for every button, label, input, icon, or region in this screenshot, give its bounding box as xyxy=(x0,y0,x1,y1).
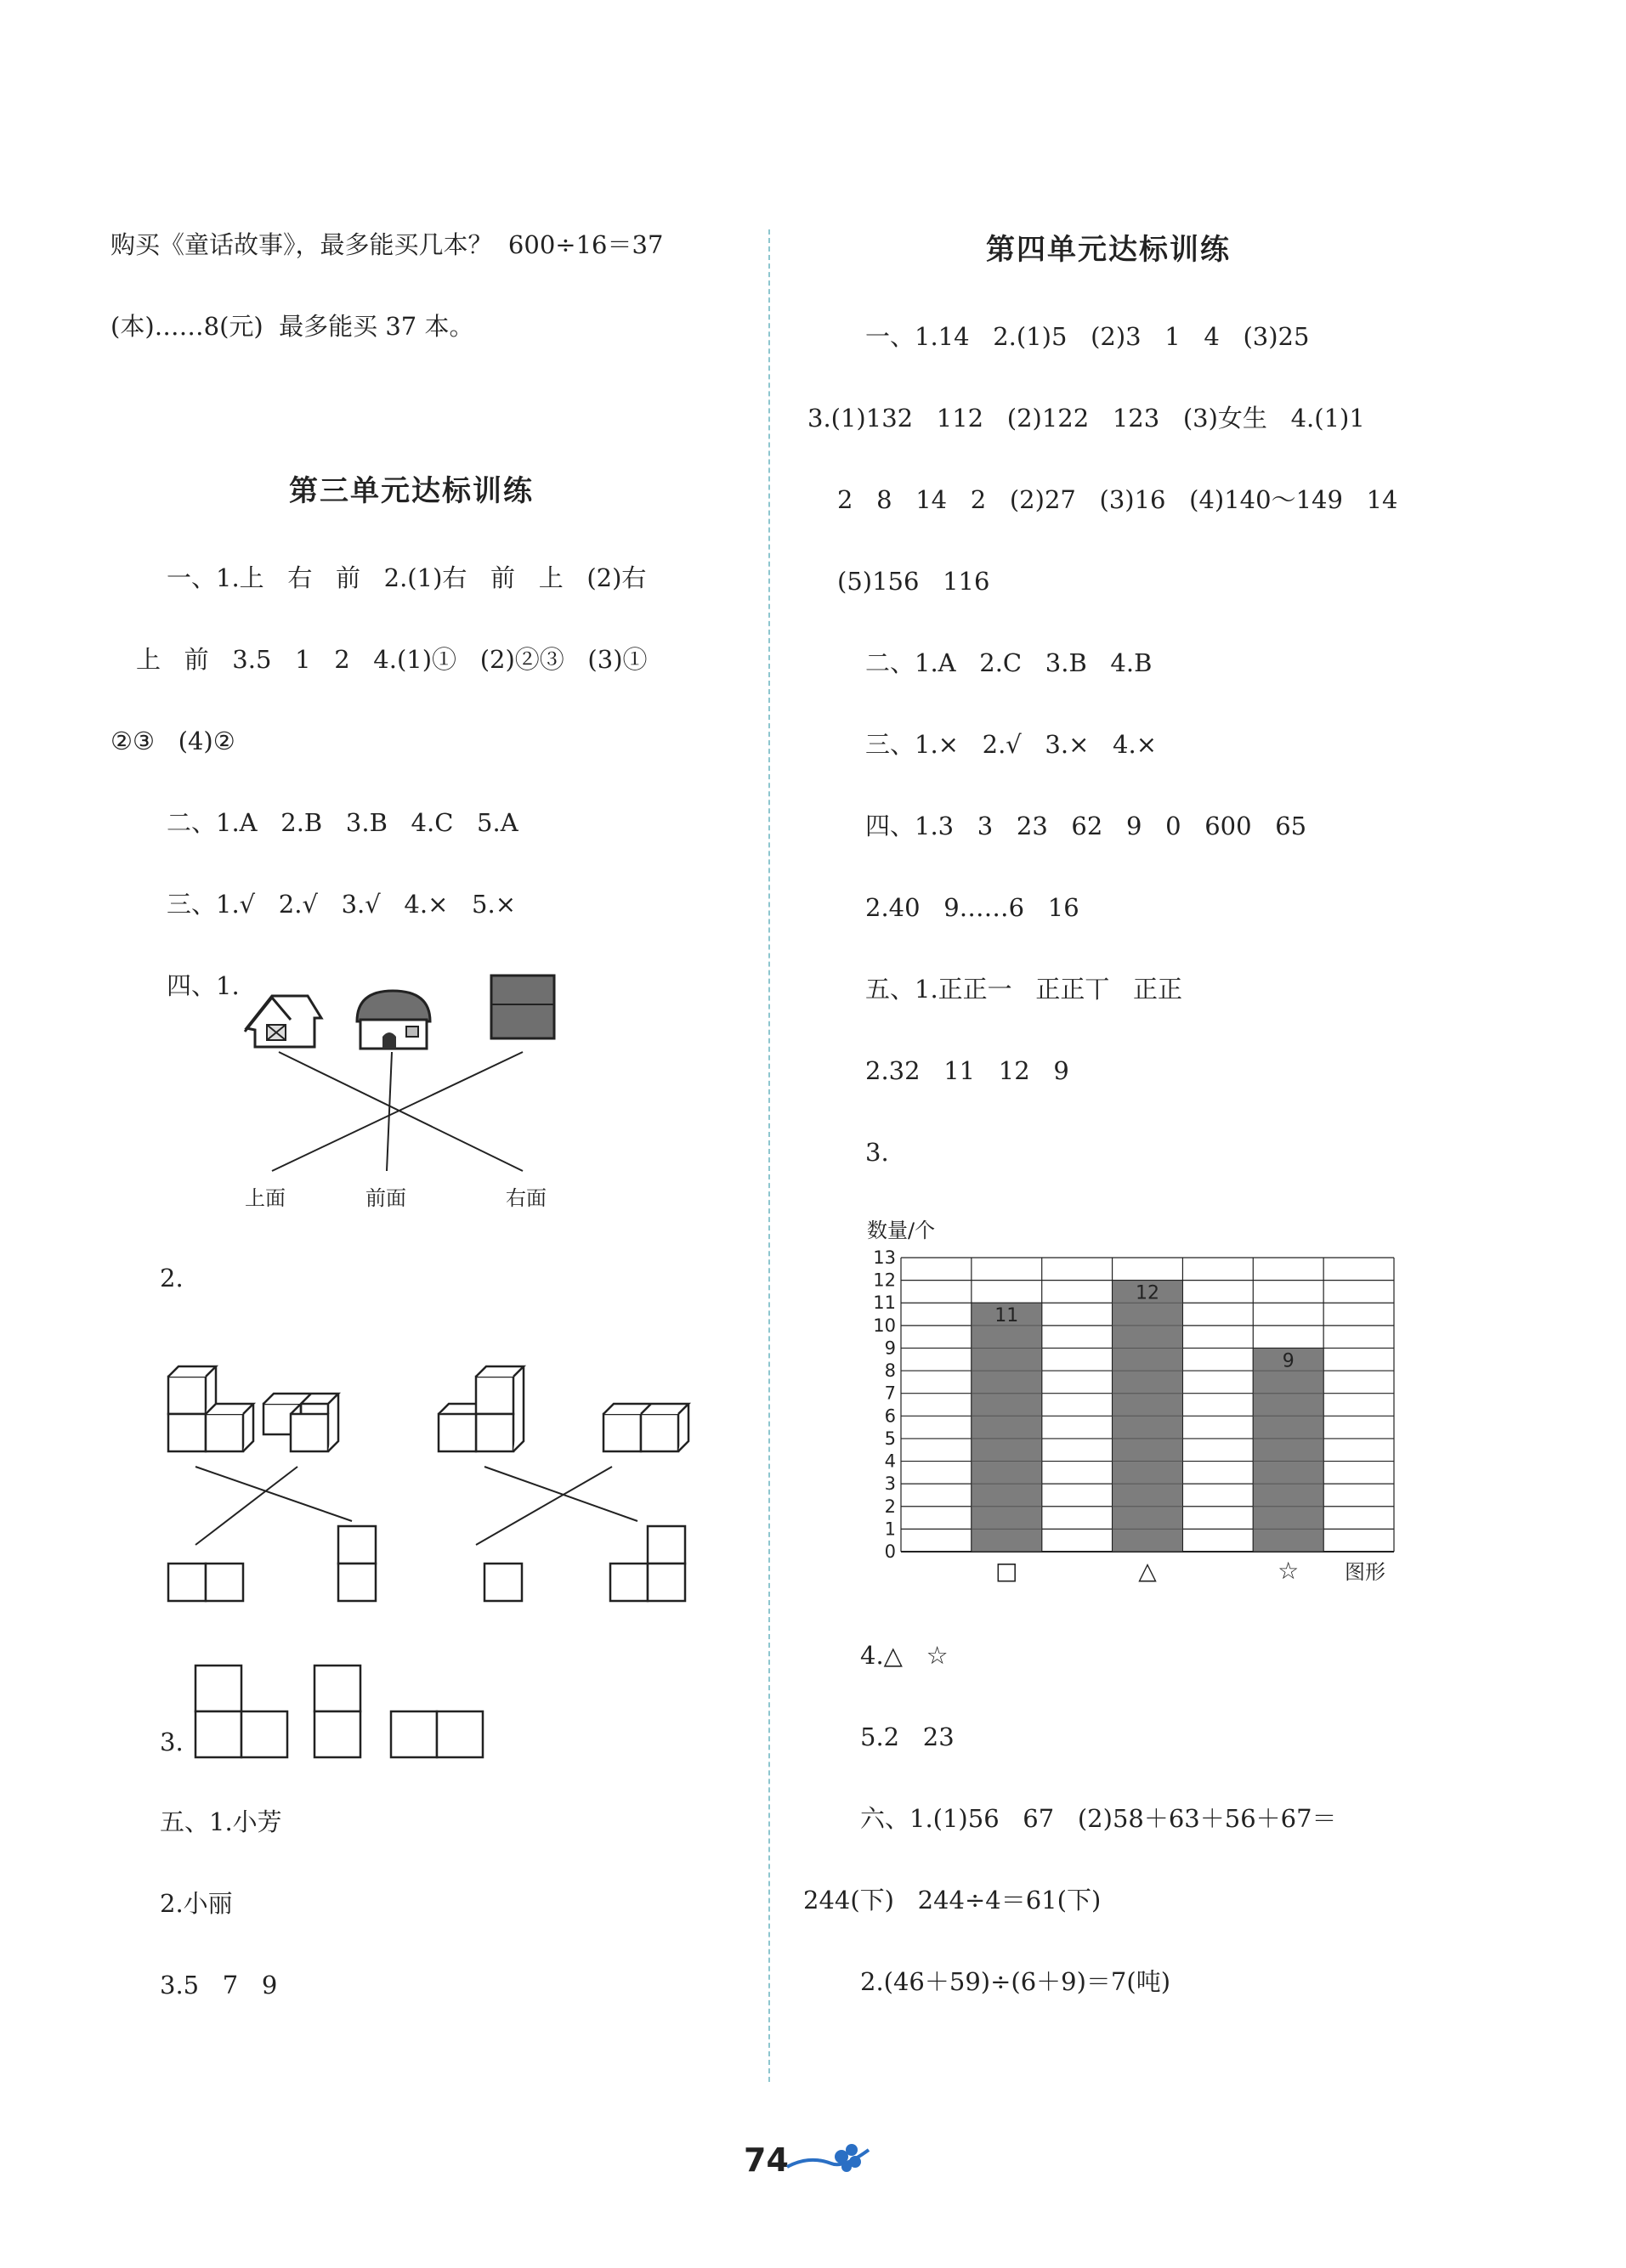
chart-y-tick-label: 0 xyxy=(884,1541,896,1562)
right-answer-line-10: 2.32 11 12 9 xyxy=(865,1056,1069,1085)
label-top-view: 上面 xyxy=(245,1186,286,1210)
right-answer-line-1: 一、1.14 2.(1)5 (2)3 1 4 (3)25 xyxy=(865,322,1310,351)
chart-y-tick-label: 12 xyxy=(873,1270,896,1291)
left-tail-line-3: 3.5 7 9 xyxy=(160,1971,278,1999)
chart-x-axis-label: 图形 xyxy=(1345,1560,1385,1584)
chart-bar xyxy=(1253,1348,1323,1552)
chart-data-label: 11 xyxy=(994,1305,1019,1327)
chart-y-tick-label: 1 xyxy=(884,1519,896,1540)
chart-y-tick-label: 6 xyxy=(884,1405,896,1427)
right-after-chart-line-1: 4.△ ☆ xyxy=(860,1641,949,1670)
page-number: 74 xyxy=(744,2141,789,2179)
right-answer-line-8: 2.40 9……6 16 xyxy=(865,893,1079,922)
left-answer-line-1: 一、1.上 右 前 2.(1)右 前 上 (2)右 xyxy=(167,563,647,592)
right-answer-line-5: 二、1.A 2.C 3.B 4.B xyxy=(865,648,1153,677)
right-answer-line-11: 3. xyxy=(865,1138,889,1167)
chart-y-tick-label: 3 xyxy=(884,1473,896,1495)
view-matching-figure xyxy=(229,969,586,1207)
right-answer-line-6: 三、1.× 2.√ 3.× 4.× xyxy=(865,730,1158,759)
chart-x-tick-label: △ xyxy=(1138,1557,1157,1585)
section-title-unit3: 第三单元达标训练 xyxy=(289,474,534,508)
chart-y-tick-label: 10 xyxy=(873,1315,896,1336)
chart-data-label: 9 xyxy=(1282,1350,1295,1372)
chart-y-tick-label: 11 xyxy=(873,1292,896,1314)
right-answer-line-9: 五、1.正正一 正正丅 正正 xyxy=(865,975,1182,1004)
left-q3-label: 3. xyxy=(160,1728,184,1756)
house-icon-2 xyxy=(357,991,430,1049)
flower-ornament-icon xyxy=(784,2138,877,2180)
view-shapes-row xyxy=(168,1526,685,1601)
left-answer-line-3: ②③ (4)② xyxy=(110,727,235,755)
chart-data-label: 12 xyxy=(1136,1282,1159,1304)
three-views-figure xyxy=(187,1657,510,1767)
right-answer-line-4: (5)156 116 xyxy=(837,567,990,596)
chart-y-tick-label: 4 xyxy=(884,1451,896,1472)
cube-group-2 xyxy=(263,1394,338,1451)
right-after-chart-line-2: 5.2 23 xyxy=(860,1722,955,1751)
right-after-chart-line-3: 六、1.(1)56 67 (2)58＋63＋56＋67＝ xyxy=(860,1804,1337,1833)
chart-y-tick-label: 7 xyxy=(884,1383,896,1404)
right-after-chart-line-5: 2.(46＋59)÷(6＋9)＝7(吨) xyxy=(860,1967,1171,1996)
house-icon-1 xyxy=(245,996,321,1047)
left-tail-line-1: 五、1.小芳 xyxy=(160,1807,282,1836)
chart-y-tick-label: 2 xyxy=(884,1496,896,1517)
shape-count-bar-chart xyxy=(858,1215,1436,1598)
cube-group-1 xyxy=(168,1366,253,1451)
right-answer-line-2: 3.(1)132 112 (2)122 123 (3)女生 4.(1)1 xyxy=(807,404,1365,433)
left-answer-line-2: 上 前 3.5 1 2 4.(1)① (2)②③ (3)① xyxy=(136,645,648,674)
left-intro-line-1: 购买《童话故事》，最多能买几本？ 600÷16＝37 xyxy=(110,230,664,259)
cube-group-3 xyxy=(439,1366,524,1451)
label-front-view: 前面 xyxy=(365,1186,406,1210)
left-answer-line-5: 三、1.√ 2.√ 3.√ 4.× 5.× xyxy=(167,890,516,919)
chart-y-tick-label: 5 xyxy=(884,1428,896,1449)
left-q2-label: 2. xyxy=(160,1264,184,1292)
chart-y-axis-label: 数量/个 xyxy=(867,1219,936,1242)
left-answer-line-6: 四、1. xyxy=(167,971,240,1000)
right-answer-line-3: 2 8 14 2 (2)27 (3)16 (4)140～149 14 xyxy=(837,485,1398,514)
chart-x-tick-label: ☆ xyxy=(1278,1557,1300,1585)
square-view-icon xyxy=(491,976,554,1038)
chart-y-tick-label: 13 xyxy=(873,1247,896,1268)
cube-group-4 xyxy=(603,1404,688,1451)
section-title-unit4: 第四单元达标训练 xyxy=(986,233,1231,267)
label-right-view: 右面 xyxy=(506,1186,547,1210)
cube-matching-figure xyxy=(161,1343,705,1615)
column-divider xyxy=(768,229,770,2082)
chart-y-tick-label: 8 xyxy=(884,1360,896,1382)
left-intro-line-2: (本)……8(元) 最多能买 37 本。 xyxy=(110,312,474,341)
chart-x-tick-label: □ xyxy=(995,1557,1018,1585)
right-answer-line-7: 四、1.3 3 23 62 9 0 600 65 xyxy=(865,812,1307,840)
chart-bar xyxy=(972,1303,1042,1552)
right-after-chart-line-4: 244(下) 244÷4＝61(下) xyxy=(803,1886,1102,1915)
left-tail-line-2: 2.小丽 xyxy=(160,1889,233,1918)
chart-y-tick-label: 9 xyxy=(884,1338,896,1359)
left-answer-line-4: 二、1.A 2.B 3.B 4.C 5.A xyxy=(167,808,518,837)
